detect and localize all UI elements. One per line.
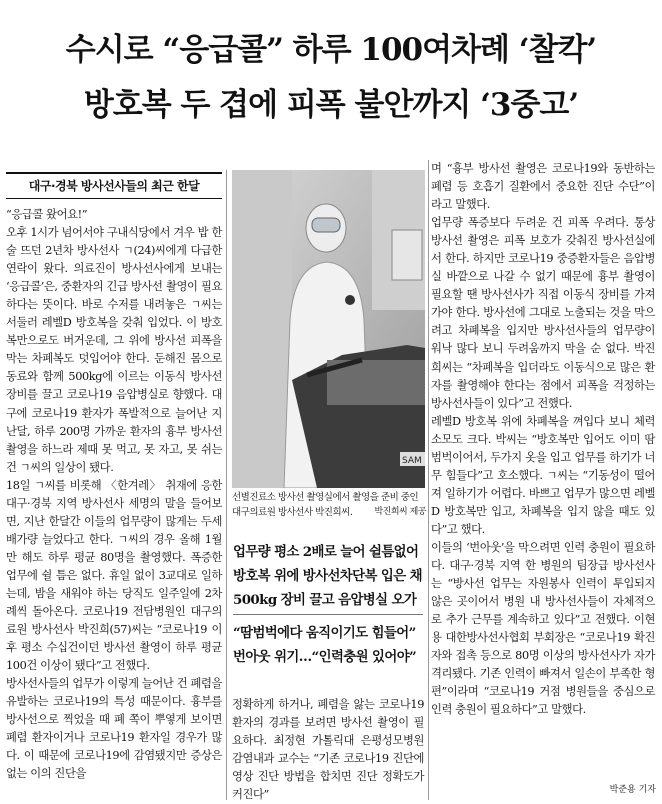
paragraph: 18일 ㄱ씨를 비롯해 〈한겨레〉 취재에 응한 대구·경북 지역 방사선사 세명의 말을 들어보면, 지난 한달간 이들의 업무량이 많게는 두세배가량 늘었다고 한다. ㄱ씨의 경우 올해 1월만 해도 하루 평균 80명을 촬영했다. 폭증한 업무에 쉴 틈은 없다. 휴일 없이 3교대로 일하는데, 밤을 새워야 하는 당직도 일주일에 2차례씩 돌아온다. 코로나19 전담병원인 대구의료원 방사선사 박진희(57)씨는 “코로나19 이후 평소 수십건이던 방사선 촬영이 하루 평균 100건 이상이 됐다”고 전했다. [6,478,222,673]
paragraph: 오후 1시가 넘어서야 구내식당에서 겨우 밥 한술 뜨던 2년차 방사선사 ㄱ(24)씨에게 다급한 연락이 왔다. 의료진이 방사선사에게 보내는 ‘응급콜’은, 중환자의 긴급 방사선 촬영이 필요하다는 뜻이다. 바로 수저를 내려놓은 ㄱ씨는 서둘러 레벨D 방호복을 갖춰 입었다. 이 방호복만으로도 버거운데, 그 위에 방사선 피폭을 막는 차폐복도 덧입어야 한다. 둔해진 몸으로 동료와 함께 500kg에 이르는 이동식 방사선 장비를 끌고 코로나19 음압병실로 향했다. 대구에 코로나19 환자가 폭발적으로 늘어난 지난달, 하루 200명 가까운 환자의 흉부 방사선 촬영을 하느라 제때 못 먹고, 못 자고, 못 쉬는 건 ㄱ씨의 일상이 됐다. [6,226,222,474]
paragraph: 레벨D 방호복 위에 차폐복을 껴입다 보니 체력 소모도 크다. 박씨는 “방호복만 입어도 이미 땀범벅이어서, 두가지 옷을 입고 업무를 하기가 너무 힘들다”고 호소했다. ㄱ씨는 “기동성이 떨어져 일하기가 어렵다. 바쁘고 업무가 많으면 레벨D 방호복만 입고, 차폐복을 입지 않을 때도 있다”고 했다. [431,414,655,536]
pull-quote-1: 업무량 평소 2배로 늘어 쉴틈없어 방호복 위에 방사선차단복 입은 채 500kg 장비 끌고 음압병실 오가 [233,544,422,608]
article-column-2 [232,696,424,804]
device-brand: SAM [402,456,422,466]
byline: 박준용 기자 [609,785,656,795]
column-divider [226,170,227,800]
pull-quote-2: “땀범벅에다 움직이기도 힘들어” 번아웃 위기…“인력충원 있어야” [233,625,417,665]
paragraph: 방사선사들의 업무가 이렇게 늘어난 건 폐렴을 유발하는 코로나19의 특성 때문이다. 흉부를 방사선으로 찍었을 때 폐 쪽이 뿌옇게 보이면 폐렴 환자이거나 코로나19 환자일 경우가 많다. 이 때문에 코로나19에 감염됐지만 증상은 없는 이의 진단을 [6,677,222,781]
article-photo [232,170,425,488]
headline-line-2: 방호복 두 겹에 피폭 불안까지 ‘3중고’ [83,87,579,123]
paragraph: 며 “흉부 방사선 촬영은 코로나19와 동반하는 폐렴 등 호흡기 질환에서 중요한 진단 수단”이라고 말했다. [431,162,655,212]
article-column-3 [431,160,655,719]
paragraph: 정확하게 하거나, 폐렴을 앓는 코로나19 환자의 경과를 보려면 방사선 촬영이 필요하다. 최정현 가톨릭대 은평성모병원 감염내과 교수는 “기존 코로나19 진단에 영상 진단 방법을 합치면 진단 정확도가 커진다” [232,698,424,802]
paragraph: 이들의 ‘번아웃’을 막으려면 인력 충원이 필요하다. 대구·경북 지역 한 병원의 팀장급 방사선사는 “방사선 업무는 자원봉사 인력이 투입되지 않은 곳이어서 병원 내 방사선사들이 자체적으로 추가 근무를 계속하고 있다”고 전했다. 이현용 대한방사선사협회 부회장은 “코로나19 확진자와 접촉 등으로 80명 이상의 방사선사가 자가격리됐다. 기존 인력이 빠져서 일손이 부족한 형편”이라며 “코로나19 거점 병원들을 중심으로 인력 충원이 필요하다”고 말했다. [431,540,655,717]
column-divider [428,160,429,800]
photo-caption [232,490,426,520]
article-subhead: 대구·경북 방사선사들의 최근 한달 [6,172,222,199]
paragraph: 업무량 폭증보다 두려운 건 피폭 우려다. 통상 방사선 촬영은 피폭 보호가 갖춰진 방사선실에서 한다. 하지만 코로나19 중증환자들은 음압병실 바깥으로 나갈 수 없기 때문에 흉부 촬영이 필요할 땐 방사선사가 직접 이동식 장비를 가져가야 한다. 방사선에 그대로 노출되는 것을 막으려고 차폐복을 입지만 방사선사들의 업무량이 워낙 많다 보니 두려움까지 막을 순 없다. 박진희씨는 “차폐복을 입더라도 이동식으로 많은 환자를 촬영해야 한다는 점에서 피폭을 걱정하는 방사선사들이 있다”고 전했다. [431,216,655,410]
paragraph: “응급콜 왔어요!” [6,208,88,221]
photo-credit: 박진희씨 제공 [374,507,426,517]
pull-quote-divider [233,614,423,615]
headline-line-1: 수시로 “응급콜” 하루 100여차례 ‘찰칵’ [65,32,597,68]
caption-text: 선별진료소 방사선 촬영실에서 촬영을 준비 중인 대구의료원 방사선사 박진희씨. [232,492,419,518]
article-column-1 [6,206,222,784]
